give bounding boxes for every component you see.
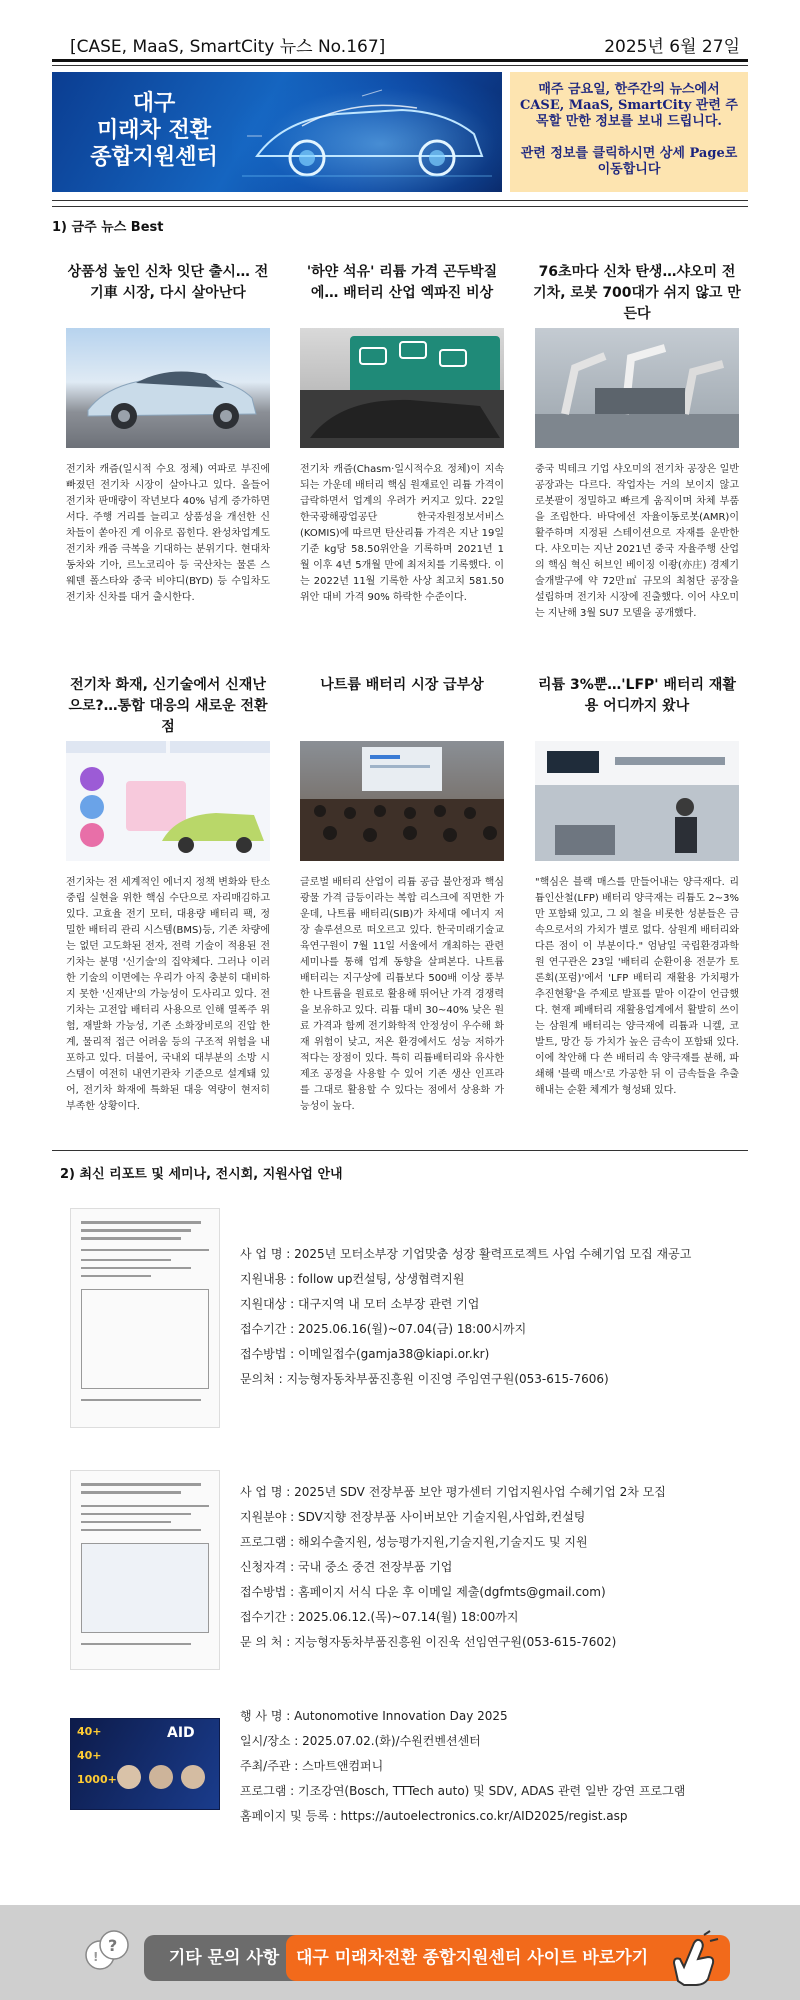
report-line: 프로그램 : 해외수출지원, 성능평가지원,기술지원,기술지도 및 지원 <box>240 1535 588 1549</box>
poster-stat: 40+ <box>77 1749 102 1762</box>
forum-speaker-photo-icon <box>535 741 739 861</box>
doc-table <box>81 1289 209 1389</box>
report-line[interactable]: 사 업 명 : 2025년 모터소부장 기업맞춤 성장 활력프로젝트 사업 수혜기업 모집 재공고 <box>240 1247 692 1261</box>
article-title[interactable]: 나트륨 배터리 시장 급부상 <box>320 677 484 693</box>
ev-charging-photo-icon <box>300 328 504 448</box>
article-image[interactable] <box>300 741 504 861</box>
doc-line <box>81 1529 201 1531</box>
article-image[interactable] <box>535 328 739 448</box>
pointing-hand-icon <box>664 1929 724 1989</box>
poster-stat: 40+ <box>77 1725 102 1738</box>
event-details <box>240 1704 750 1829</box>
article-title[interactable]: 리튬 3%뿐…'LFP' 배터리 재활용 어디까지 왔나 <box>538 677 736 714</box>
speaker-photos-icon <box>115 1757 215 1797</box>
notice-link-hint: 관련 정보를 클릭하시면 상세 Page로 이동합니다 <box>520 146 738 177</box>
article-title[interactable]: 상품성 높인 신차 잇단 출시… 전기車 시장, 다시 살아난다 <box>67 264 269 301</box>
banner-title-line: 종합지원센터 <box>90 145 218 170</box>
report-line: 문 의 처 : 지능형자동차부품진흥원 이진욱 선임연구원(053-615-7602) <box>240 1635 617 1649</box>
footer-bar <box>0 1905 800 2000</box>
report-document-thumbnail[interactable] <box>70 1208 220 1428</box>
news-article[interactable] <box>533 675 741 1099</box>
article-image[interactable] <box>300 328 504 448</box>
news-article[interactable] <box>64 262 272 606</box>
doc-line <box>81 1237 181 1240</box>
article-body: 전기차는 전 세계적인 에너지 정책 변화와 탄소중립 실현을 위한 핵심 수단으로 자리매김하고 있다. 고효율 전기 모터, 대용량 배터리 팩, 정밀한 배터리 관리 시스템(BMS)등, 기존 차량에는 없던 고도화된 전자, 전력 기술이 적용된 전기차는 분명 '신기술'의 집약체다. 그러나 이러한 기술의 이면에는 우리가 아직 충분히 대비하지 못한 '신재난'의 가능성이 도사리고 있다. 전기차는 고전압 배터리 사용으로 인해 열폭주 위험, 재발화 가능성, 기존 소화장비로의 진압 한계, 물리적 접근 어려움 등의 구조적 위험을 내포하고 있다. 더불어, 국내외 대부분의 소방 시스템이 여전히 내연기관차 기준으로 설계돼 있어, 전기차 화재에 특화된 대응 역량이 현저히 부족한 상황이다. <box>66 877 270 1112</box>
seminar-photo-icon <box>300 741 504 861</box>
svg-text:?: ? <box>108 1936 118 1955</box>
contact-button[interactable]: 기타 문의 사항 <box>144 1935 304 1981</box>
center-site-link-button[interactable]: 대구 미래차전환 종합지원센터 사이트 바로가기 <box>286 1935 730 1981</box>
doc-line <box>81 1259 171 1261</box>
article-title[interactable]: 76초마다 신차 탄생…샤오미 전기차, 로봇 700대가 쉬지 않고 만든다 <box>533 264 741 322</box>
ev-safety-infographic-icon <box>66 741 270 861</box>
doc-line <box>81 1483 201 1486</box>
header-rule-top <box>52 59 748 62</box>
news-article[interactable] <box>533 262 741 622</box>
electric-car-photo-icon <box>66 328 270 448</box>
doc-table <box>81 1543 209 1633</box>
banner-title-line: 대구 <box>132 91 176 116</box>
doc-line <box>81 1491 181 1494</box>
article-body: 전기차 캐즘(일시적 수요 정체) 여파로 부진에 빠졌던 전기차 시장이 살아나고 있다. 올들어 전기차 판매량이 작년보다 40% 넘게 증가하면서다. 주행 거리를 늘리고 상품성을 개선한 신차들이 쏟아진 게 이유로 꼽힌다. 완성차업계도 전기차 캐즘 극복을 기대하는 분위기다. 현대차동차와 기아, 르노코리아 등 국산차는 물론 스웨덴 폴스타와 중국 비야디(BYD) 등 수입차도 전기차 신차를 대거 출시한다. <box>66 464 270 603</box>
report-line: 지원대상 : 대구지역 내 모터 소부장 관련 기업 <box>240 1297 480 1311</box>
report-details <box>240 1480 750 1655</box>
doc-line <box>81 1521 171 1523</box>
doc-line <box>81 1221 201 1224</box>
report-item[interactable] <box>60 1470 750 1670</box>
report-line: 프로그램 : 기조강연(Bosch, TTTech auto) 및 SDV, ADAS 관련 일반 강연 프로그램 <box>240 1784 686 1798</box>
notice-text: 매주 금요일, 한주간의 뉴스에서 CASE, MaaS, SmartCity 관련 주목할 만한 정보를 보내 드립니다. <box>520 82 738 129</box>
report-line: 접수방법 : 이메일접수(gamja38@kiapi.or.kr) <box>240 1347 490 1361</box>
robot-arm-photo-icon <box>535 328 739 448</box>
article-body: 전기차 캐즘(Chasm·일시적수요 정체)이 지속되는 가운데 배터리 핵심 원재료인 리튬 가격이 급락하면서 업계의 우려가 커지고 있다. 22일 한국광해광업공단 한국자원정보서비스(KOMIS)에 따르면 탄산리튬 가격은 지난 19일 기준 kg당 58.50위안을 기록하며 2021년 1월 이후 4년 5개월 만에 최저치를 기록했다. 이는 2022년 11월 기록한 사상 최고치 581.50위안 대비 가격 90% 하락한 수준이다. <box>300 464 504 603</box>
newsletter-title: [CASE, MaaS, SmartCity 뉴스 No.167] <box>70 37 386 57</box>
article-image[interactable] <box>66 328 270 448</box>
future-car-illustration <box>242 86 492 186</box>
center-banner[interactable] <box>52 72 502 192</box>
article-body: 중국 빅테크 기업 샤오미의 전기차 공장은 일반 공장과는 다르다. 작업자는 거의 보이지 않고 로봇팔이 정밀하고 빠르게 움직이며 차체 부품을 조립한다. 바닥에선 자율이동로봇(AMR)이 활주하며 지정된 스테이션으로 자재를 운반한다. 샤오미는 지난 2021년 중국 자율주행 산업의 핵심 혁신 허브인 베이징 이좡(亦庄) 경제기술개발구에 약 72만㎡ 규모의 최첨단 공장을 설립하며 전기차 시장에 진출했다. 이어 샤오미는 지난해 3월 SU7 모델을 공개했다. <box>535 464 739 619</box>
newsletter-header <box>52 30 748 60</box>
poster-stat: 1000+ <box>77 1773 117 1786</box>
report-line: 지원내용 : follow up컨설팅, 상생협력지원 <box>240 1272 465 1286</box>
svg-text:!: ! <box>93 1950 99 1964</box>
news-article[interactable] <box>298 675 506 1115</box>
issue-date: 2025년 6월 27일 <box>604 37 740 57</box>
report-line: 접수기간 : 2025.06.16(월)~07.04(금) 18:00시까지 <box>240 1322 527 1336</box>
poster-badge: AID <box>167 1725 195 1741</box>
doc-line <box>81 1249 209 1251</box>
section-divider <box>52 200 748 201</box>
report-item[interactable] <box>60 1700 750 1850</box>
banner-title <box>74 90 234 171</box>
section-title-news: 1) 금주 뉴스 Best <box>52 220 164 235</box>
report-item[interactable] <box>60 1208 750 1428</box>
report-line: 문의처 : 지능형자동차부품진흥원 이진영 주임연구원(053-615-7606) <box>240 1372 609 1386</box>
doc-line <box>81 1275 151 1277</box>
report-line: 접수기간 : 2025.06.12.(목)~07.14(월) 18:00까지 <box>240 1610 519 1624</box>
question-bubble-icon <box>82 1927 132 1977</box>
report-line: 주최/주관 : 스마트앤컴퍼니 <box>240 1759 384 1773</box>
notice-box <box>510 72 748 192</box>
section-title-reports: 2) 최신 리포트 및 세미나, 전시회, 지원사업 안내 <box>60 1167 343 1182</box>
doc-line <box>81 1229 191 1232</box>
article-body: 글로벌 배터리 산업이 리튬 공급 불안정과 핵심 광물 가격 급등이라는 복합 리스크에 직면한 가운데, 나트륨 배터리(SIB)가 차세대 에너지 저장 솔루션으로 떠오르고 있다. 한국미래기술교육연구원이 7월 11일 서울에서 개최하는 관련 세미나를 통해 업계 동향을 살펴본다. 나트륨 배터리는 지구상에 리튬보다 500배 이상 풍부한 나트륨을 원료로 활용해 뛰어난 가격 경쟁력을 보유하고 있다. 리튬 대비 30~40% 낮은 원료 가격과 함께 전기화학적 안정성이 우수해 화재 위험이 낮고, 저온 환경에서도 성능 저하가 적다는 장점이 있다. 특히 리튬배터리와 유사한 제조 공정을 사용할 수 있어 기존 생산 인프라를 그대로 활용할 수 있다는 점에서 상용화 가능성이 높다. <box>300 877 504 1112</box>
report-document-thumbnail[interactable] <box>70 1470 220 1670</box>
article-image[interactable] <box>535 741 739 861</box>
report-details <box>240 1242 750 1392</box>
report-line: 접수방법 : 홈페이지 서식 다운 후 이메일 제출(dgfmts@gmail.com) <box>240 1585 606 1599</box>
article-image[interactable] <box>66 741 270 861</box>
banner-title-line: 미래차 전환 <box>97 118 211 143</box>
report-line[interactable]: 홈페이지 및 등록 : https://autoelectronics.co.kr/AID2025/regist.asp <box>240 1809 628 1823</box>
section-divider <box>52 206 748 207</box>
report-line[interactable]: 사 업 명 : 2025년 SDV 전장부품 보안 평가센터 기업지원사업 수혜기업 2차 모집 <box>240 1485 666 1499</box>
doc-line <box>81 1513 191 1515</box>
doc-line <box>81 1643 191 1645</box>
doc-line <box>81 1505 209 1507</box>
article-title[interactable]: 전기차 화재, 신기술에서 신재난으로?…통합 대응의 새로운 전환점 <box>68 677 268 735</box>
doc-line <box>81 1399 201 1401</box>
section-divider <box>52 1150 748 1151</box>
news-article[interactable] <box>298 262 506 606</box>
report-line: 신청자격 : 국내 중소 중견 전장부품 기업 <box>240 1560 453 1574</box>
header-rule-bottom <box>52 65 748 66</box>
article-body: "핵심은 블랙 매스를 만들어내는 양극재다. 리튬인산철(LFP) 배터리 양극재는 리튬도 2~3%만 포함돼 있고, 그 외 철을 비롯한 성분들은 금속으로서의 가치가 별로 없다. 삼원계 배터리와 다른 점이 이 부분이다." 엄남일 국립환경과학원 연구관은 23일 '배터리 순환이용 전문가 토론회(포럼)'에서 'LFP 배터리 재활용 가치평가 추진현황'을 주제로 발표를 맡아 이같이 언급했다. 현재 폐배터리 재활용업계에서 활발히 쓰이는 삼원계 배터리는 양극재에 리튬과 니켈, 코발트, 망간 등 가치가 높은 금속이 포함돼 있다. 이에 착안해 다 쓴 배터리 속 양극재를 분해, 파쇄해 '블랙 매스'로 가공한 뒤 이 금속들을 추출해내는 순환 체계가 형성돼 있다. <box>535 877 739 1096</box>
event-poster[interactable] <box>70 1718 220 1810</box>
report-line: 지원분야 : SDV지향 전장부품 사이버보안 기술지원,사업화,컨설팅 <box>240 1510 586 1524</box>
article-title[interactable]: '하얀 석유' 리튬 가격 곤두박질에… 배터리 산업 엑파진 비상 <box>306 264 498 301</box>
doc-line <box>81 1267 191 1269</box>
report-line[interactable]: 행 사 명 : Autonomotive Innovation Day 2025 <box>240 1709 508 1723</box>
report-line: 일시/장소 : 2025.07.02.(화)/수원컨벤션센터 <box>240 1734 481 1748</box>
news-article[interactable] <box>64 675 272 1115</box>
